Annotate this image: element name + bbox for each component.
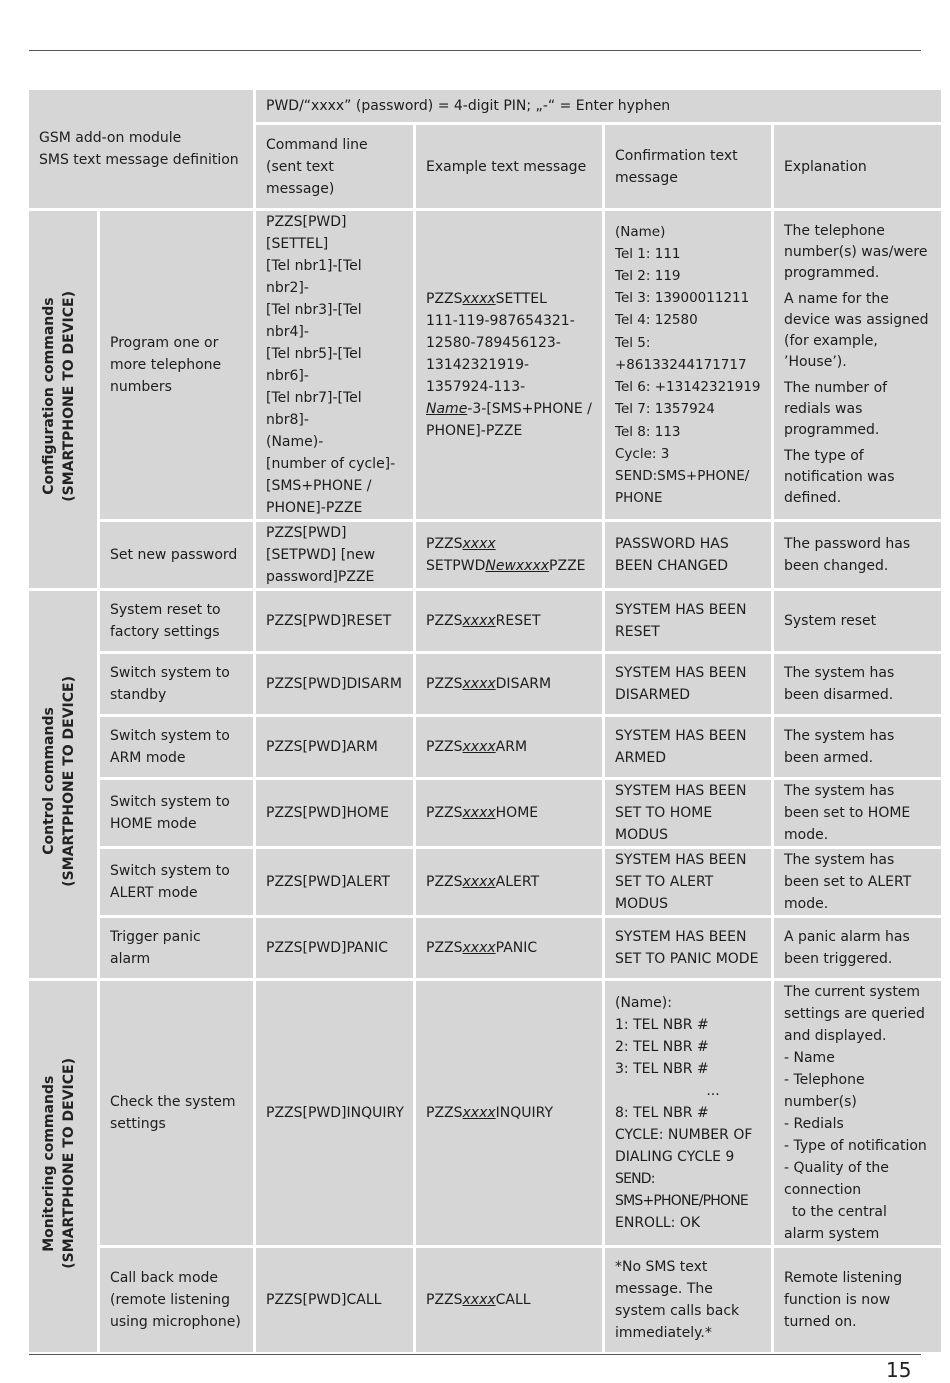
table-row — [29, 918, 941, 981]
row-name: Switch system to standby — [100, 654, 256, 717]
command-line: PZZS[PWD]CALL — [256, 1248, 416, 1355]
example-message: PZZSxxxxSETTEL 111-119-987654321- 12580-789456123- 13142321919- 1357924-113- Name-3-[SMS+PHONE / PHONE]-PZZE — [416, 211, 605, 522]
explanation: The password has been changed. — [774, 522, 941, 591]
command-line: PZZS[PWD][SETTEL] [Tel nbr1]-[Tel nbr2]- [Tel nbr3]-[Tel nbr4]- [Tel nbr5]-[Tel nbr6]- [Tel nbr7]-[Tel nbr8]- (Name)- [number of cycle]- [SMS+PHONE / PHONE]-PZZE — [256, 211, 416, 522]
example-message: PZZSxxxxINQUIRY — [416, 981, 605, 1248]
confirmation-message: SYSTEM HAS BEEN RESET — [605, 591, 774, 654]
table-row — [29, 522, 941, 591]
table-row — [29, 717, 941, 780]
confirmation-message: SYSTEM HAS BEEN SET TO ALERT MODUS — [605, 849, 774, 918]
row-name: Switch system to ALERT mode — [100, 849, 256, 918]
table-row — [29, 654, 941, 717]
section-control — [29, 591, 100, 981]
section-configuration-line1: Configuration commands — [41, 297, 57, 495]
confirmation-message: SYSTEM HAS BEEN SET TO HOME MODUS — [605, 780, 774, 849]
section-monitoring — [29, 981, 100, 1355]
example-message: PZZSxxxxPANIC — [416, 918, 605, 981]
command-line: PZZS[PWD]RESET — [256, 591, 416, 654]
explanation: The system has been set to ALERT mode. — [774, 849, 941, 918]
confirmation-message: SYSTEM HAS BEEN SET TO PANIC MODE — [605, 918, 774, 981]
row-name: Set new password — [100, 522, 256, 591]
header-command-line: Command line (sent text message) — [256, 125, 416, 211]
page-number: 15 — [886, 1358, 912, 1382]
section-control-line2: (SMARTPHONE TO DEVICE) — [61, 675, 77, 887]
header-title-line2: SMS text message definition — [39, 152, 239, 168]
header-password-note: PWD/“xxxx” (password) = 4-digit PIN; „-“ = Enter hyphen — [256, 90, 941, 125]
row-name: Switch system to HOME mode — [100, 780, 256, 849]
command-line: PZZS[PWD]PANIC — [256, 918, 416, 981]
section-configuration-line2: (SMARTPHONE TO DEVICE) — [61, 290, 77, 502]
explanation: The system has been set to HOME mode. — [774, 780, 941, 849]
example-message: PZZSxxxx SETPWDNewxxxxPZZE — [416, 522, 605, 591]
table-row — [29, 1248, 941, 1355]
section-control-line1: Control commands — [41, 707, 57, 855]
header-title-line1: GSM add-on module — [39, 130, 182, 146]
header-confirmation: Confirmation text message — [605, 125, 774, 211]
sms-command-table — [29, 90, 941, 1355]
command-line: PZZS[PWD]ARM — [256, 717, 416, 780]
command-line: PZZS[PWD][SETPWD] [new password]PZZE — [256, 522, 416, 591]
command-line: PZZS[PWD]HOME — [256, 780, 416, 849]
table-row — [29, 780, 941, 849]
row-name: Check the system settings — [100, 981, 256, 1248]
row-name: Program one or more telephone numbers — [100, 211, 256, 522]
header-explanation: Explanation — [774, 125, 941, 211]
top-rule — [29, 50, 921, 51]
explanation: A panic alarm has been triggered. — [774, 918, 941, 981]
confirmation-message: SYSTEM HAS BEEN ARMED — [605, 717, 774, 780]
explanation: The current system settings are queried and displayed. - Name - Telephone number(s) - Redials - Type of notification - Quality of the connection to the central alarm system — [774, 981, 941, 1248]
header-example: Example text message — [416, 125, 605, 211]
example-message: PZZSxxxxHOME — [416, 780, 605, 849]
header-title — [29, 90, 256, 211]
confirmation-message: PASSWORD HAS BEEN CHANGED — [605, 522, 774, 591]
section-monitoring-line2: (SMARTPHONE TO DEVICE) — [61, 1057, 77, 1269]
row-name: Trigger panic alarm — [100, 918, 256, 981]
section-monitoring-line1: Monitoring commands — [41, 1074, 57, 1252]
example-message: PZZSxxxxDISARM — [416, 654, 605, 717]
confirmation-message: (Name): 1: TEL NBR # 2: TEL NBR # 3: TEL NBR # ... 8: TEL NBR # CYCLE: NUMBER OF DIALING CYCLE 9 SEND: SMS+PHONE/PHONE ENROLL: OK — [605, 981, 774, 1248]
bottom-rule — [29, 1354, 921, 1355]
table-row — [29, 981, 941, 1248]
explanation: The system has been armed. — [774, 717, 941, 780]
explanation: System reset — [774, 591, 941, 654]
confirmation-message: (Name) Tel 1: 111 Tel 2: 119 Tel 3: 13900011211 Tel 4: 12580 Tel 5: +86133244171717 Tel 6: +13142321919 Tel 7: 1357924 Tel 8: 113 Cycle: 3 SEND:SMS+PHONE/ PHONE — [605, 211, 774, 522]
example-message: PZZSxxxxALERT — [416, 849, 605, 918]
section-configuration — [29, 211, 100, 591]
table-row — [29, 211, 941, 522]
example-message: PZZSxxxxARM — [416, 717, 605, 780]
command-line: PZZS[PWD]DISARM — [256, 654, 416, 717]
confirmation-message: SYSTEM HAS BEEN DISARMED — [605, 654, 774, 717]
row-name: System reset to factory settings — [100, 591, 256, 654]
confirmation-message: *No SMS text message. The system calls back immediately.* — [605, 1248, 774, 1355]
explanation: The system has been disarmed. — [774, 654, 941, 717]
table-row — [29, 849, 941, 918]
example-message: PZZSxxxxRESET — [416, 591, 605, 654]
example-message: PZZSxxxxCALL — [416, 1248, 605, 1355]
row-name: Call back mode (remote listening using microphone) — [100, 1248, 256, 1355]
command-line: PZZS[PWD]INQUIRY — [256, 981, 416, 1248]
explanation: Remote listening function is now turned on. — [774, 1248, 941, 1355]
explanation: The telephone number(s) was/were programmed. A name for the device was assigned (for example, ’House’). The number of redials was programmed. The type of notification was defined. — [774, 211, 941, 522]
table-row — [29, 591, 941, 654]
row-name: Switch system to ARM mode — [100, 717, 256, 780]
command-line: PZZS[PWD]ALERT — [256, 849, 416, 918]
